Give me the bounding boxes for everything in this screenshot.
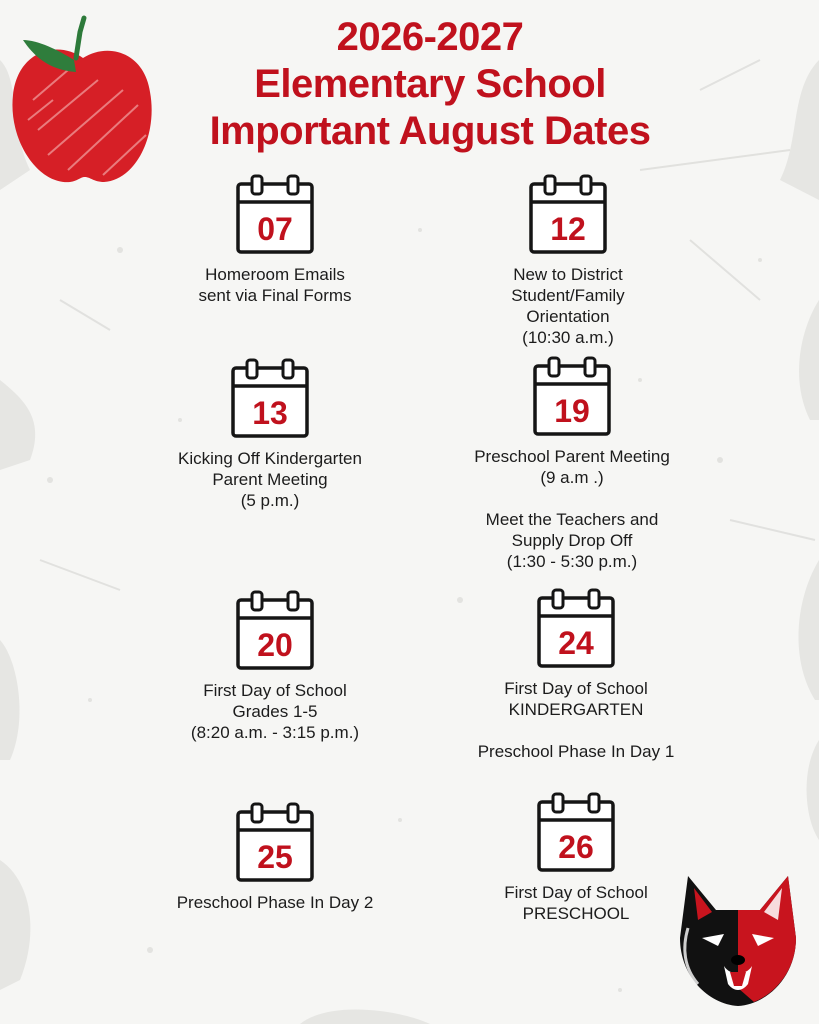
event-day: 26 (558, 829, 594, 865)
event-line: Kicking Off Kindergarten (178, 449, 362, 468)
event-description (120, 448, 420, 511)
event-line: sent via Final Forms (198, 286, 352, 305)
event-19 (422, 356, 722, 572)
title-year: 2026-2027 (336, 15, 524, 59)
event-day: 13 (252, 395, 288, 431)
wolf-mascot-icon (668, 868, 808, 1008)
calendar-icon (235, 802, 315, 884)
event-line: Homeroom Emails (205, 265, 345, 284)
calendar-icon (235, 590, 315, 672)
event-description (125, 892, 425, 913)
calendar-icon (536, 792, 616, 874)
event-description (422, 446, 722, 572)
event-line: First Day of School (504, 883, 648, 902)
event-day: 12 (550, 211, 586, 247)
event-description (125, 680, 425, 743)
event-day: 19 (554, 393, 590, 429)
event-day: 07 (257, 211, 293, 247)
calendar-icon (536, 588, 616, 670)
event-line: (8:20 a.m. - 3:15 p.m.) (190, 723, 360, 742)
calendar-icon (528, 174, 608, 256)
event-line: New to District (513, 265, 623, 284)
calendar-icon (532, 356, 612, 438)
event-line: (5 p.m.) (240, 491, 300, 510)
event-description (125, 264, 425, 306)
event-line: Grades 1-5 (232, 702, 318, 721)
event-24 (426, 588, 726, 762)
title-school: Elementary School (254, 62, 606, 106)
event-day: 24 (558, 625, 594, 661)
title-subtitle: Important August Dates (209, 109, 651, 153)
event-line: Student/Family (511, 286, 625, 305)
event-line: First Day of School (504, 679, 648, 698)
event-day: 20 (257, 627, 293, 663)
event-description (426, 678, 726, 762)
event-line: First Day of School (203, 681, 347, 700)
event-line: Meet the Teachers and (485, 510, 659, 529)
event-line: KINDERGARTEN (508, 700, 644, 719)
event-07 (125, 174, 425, 306)
event-25 (125, 802, 425, 913)
apple-icon (8, 10, 158, 190)
event-13 (120, 358, 420, 511)
event-line: PRESCHOOL (522, 904, 630, 923)
calendar-icon (230, 358, 310, 440)
event-line: Preschool Phase In Day 2 (176, 893, 374, 912)
event-12 (418, 174, 718, 348)
event-line: Preschool Parent Meeting (474, 447, 670, 466)
event-line: Preschool Phase In Day 1 (477, 742, 675, 761)
calendar-icon (235, 174, 315, 256)
event-line: (9 a.m .) (540, 468, 604, 487)
event-line: Supply Drop Off (511, 531, 633, 550)
event-line: (1:30 - 5:30 p.m.) (506, 552, 638, 571)
event-line: Orientation (526, 307, 610, 326)
page-title (160, 14, 700, 155)
event-line: Parent Meeting (212, 470, 328, 489)
event-day: 25 (257, 839, 293, 875)
event-line: (10:30 a.m.) (522, 328, 614, 347)
event-20 (125, 590, 425, 743)
event-description (418, 264, 718, 348)
